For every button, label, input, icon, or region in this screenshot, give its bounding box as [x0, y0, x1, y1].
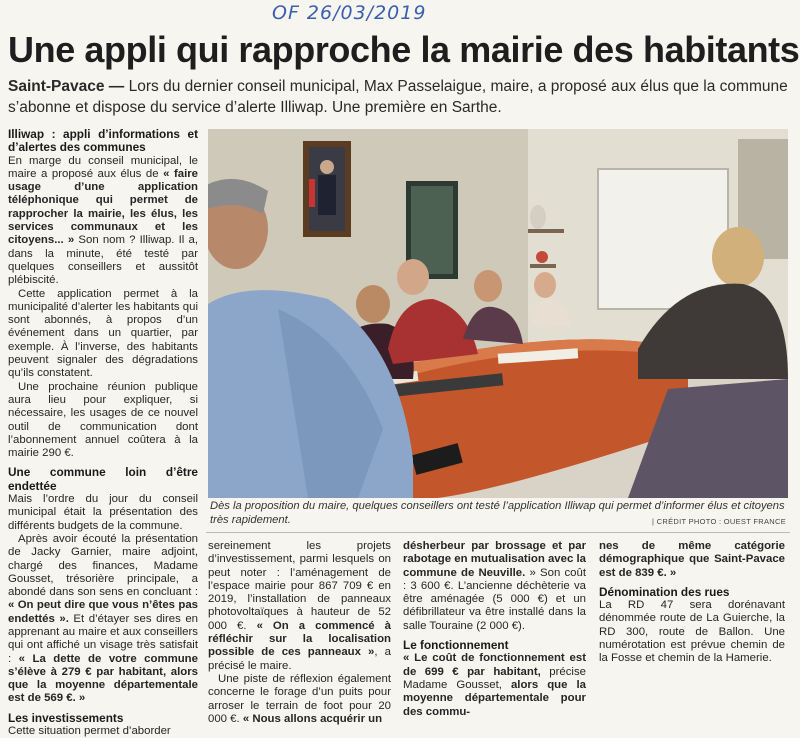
- photo-credit: | CRÉDIT PHOTO : OUEST FRANCE: [652, 517, 786, 526]
- quote: désherbeur par brossage et par rabotage en mutualisation avec la commune de Neuville.: [403, 540, 586, 579]
- text-run: En marge du conseil municipal, le maire a proposé aux élus de: [8, 154, 198, 180]
- quote: nes de même catégorie démographique que Saint-Pavace est de 839 €. »: [599, 540, 785, 579]
- subhead-investissements: Les investissements: [8, 710, 124, 725]
- text-run: Son nom ? Illiwap. Il a, dans la minute, été testé par quelques conseillers et aussitôt plébiscité.: [8, 234, 198, 287]
- paragraph: [8, 533, 198, 706]
- text-run: » Son coût : 3 600 €. L’ancienne déchèterie va être aménagée (5 000 €) et un défibrillateur va être installé dans la salle Touraine (2 000 €).: [403, 566, 586, 632]
- lead-place: Saint-Pavace —: [8, 78, 125, 95]
- paragraph: Cette application permet à la municipalité d’alerter les habitants qui sont abonnés, à propos d’un événement dans un quartier, par exemple. À l’inverse, des habitants peuvent signaler des dégradations qu’ils constatent.: [8, 287, 198, 380]
- quote: « On a commencé à réfléchir sur la localisation possible de ces panneaux »: [208, 619, 391, 659]
- article-photo: [208, 129, 788, 498]
- text-run: précise Madame Gousset,: [403, 665, 586, 691]
- subhead-illiwap: Illiwap : appli d’informations et d’alertes des communes: [8, 127, 198, 155]
- paragraph: Cette situation permet d’aborder: [8, 725, 171, 738]
- text-run: sereinement les projets d’investissement, parmi lesquels on peut noter : l’aménagement de l’espace mairie pour 867 709 € en 2019, l’installation de panneaux photovoltaïques à hauteur de 52 000 €.: [208, 540, 391, 632]
- quote: « Nous allons acquérir un: [242, 712, 383, 725]
- text-run: Et d’étayer ses dires en apprenant au maire et aux conseillers qui ont affiché un visage très satisfait :: [8, 612, 198, 665]
- council-meeting-photo: [208, 129, 788, 498]
- quote: « Le coût de fonctionnement est de 699 € par habitant,: [403, 652, 586, 678]
- date-stamp: OF 26/03/2019: [272, 2, 427, 24]
- paragraph: La RD 47 sera dorénavant dénommée route de La Guierche, la RD 300, route de Ballon. Une numérotation est prévue chemin de la Fosse et chemin de la Hamerie.: [599, 599, 785, 665]
- column-4: [599, 540, 785, 666]
- paragraph: [208, 540, 391, 673]
- paragraph: [208, 673, 391, 726]
- text-run: , a précisé le maire.: [208, 646, 392, 672]
- column-3: [403, 540, 586, 719]
- paragraph: [403, 652, 586, 718]
- column-2: [208, 540, 391, 726]
- quote: « On peut dire que vous n’êtes pas endettés ».: [8, 599, 198, 625]
- paragraph: [599, 540, 785, 580]
- paragraph: Une prochaine réunion publique aura lieu pour expliquer, si nécessaire, les usages de ce nouvel outil de communication dont l’abonnement annuel coûtera à la mairie 290 €.: [8, 380, 198, 460]
- paragraph: [403, 540, 586, 633]
- text-run: Après avoir écouté la présentation de Jacky Garnier, maire adjoint, chargé des finances, Madame Gousset, trésorière principale, a abondé dans son sens en concluant :: [8, 532, 198, 599]
- subhead-commune: Une commune loin d’être endettée: [8, 465, 198, 493]
- paragraph: [8, 155, 198, 288]
- divider: [206, 532, 790, 533]
- photo-caption: Dès la proposition du maire, quelques conseillers ont testé l’application Illiwap qui permet d’informer élus et citoyens très rapidement.: [210, 500, 785, 526]
- text-run: Une piste de réflexion également concerne le forage d’un puits pour arroser le terrain de foot pour 20 000 €.: [208, 672, 391, 725]
- subhead-rues: Dénomination des rues: [599, 584, 730, 599]
- quote: alors que la moyenne départementale pour des commu-: [403, 678, 587, 718]
- article-headline: Une appli qui rapproche la mairie des habitants: [8, 29, 800, 70]
- paragraph: Mais l’ordre du jour du conseil municipal était la présentation des différents budgets de la commune.: [8, 493, 198, 532]
- lead-text: Lors du dernier conseil municipal, Max Passelaigue, maire, a proposé aux élus que la commune s’abonne et dispose du service d’alerte Illiwap. Une première en Sarthe.: [8, 78, 788, 116]
- column-1: [8, 128, 198, 738]
- quote: « La dette de votre commune s’élève à 279 € par habitant, alors que la moyenne départementale est de 569 €. »: [8, 652, 198, 705]
- quote: « faire usage d’une application téléphonique qui permet de rapprocher la mairie, les élus, les services communaux et les citoyens... »: [8, 167, 198, 247]
- article-lead: [8, 76, 788, 118]
- subhead-fonctionnement: Le fonctionnement: [403, 638, 509, 653]
